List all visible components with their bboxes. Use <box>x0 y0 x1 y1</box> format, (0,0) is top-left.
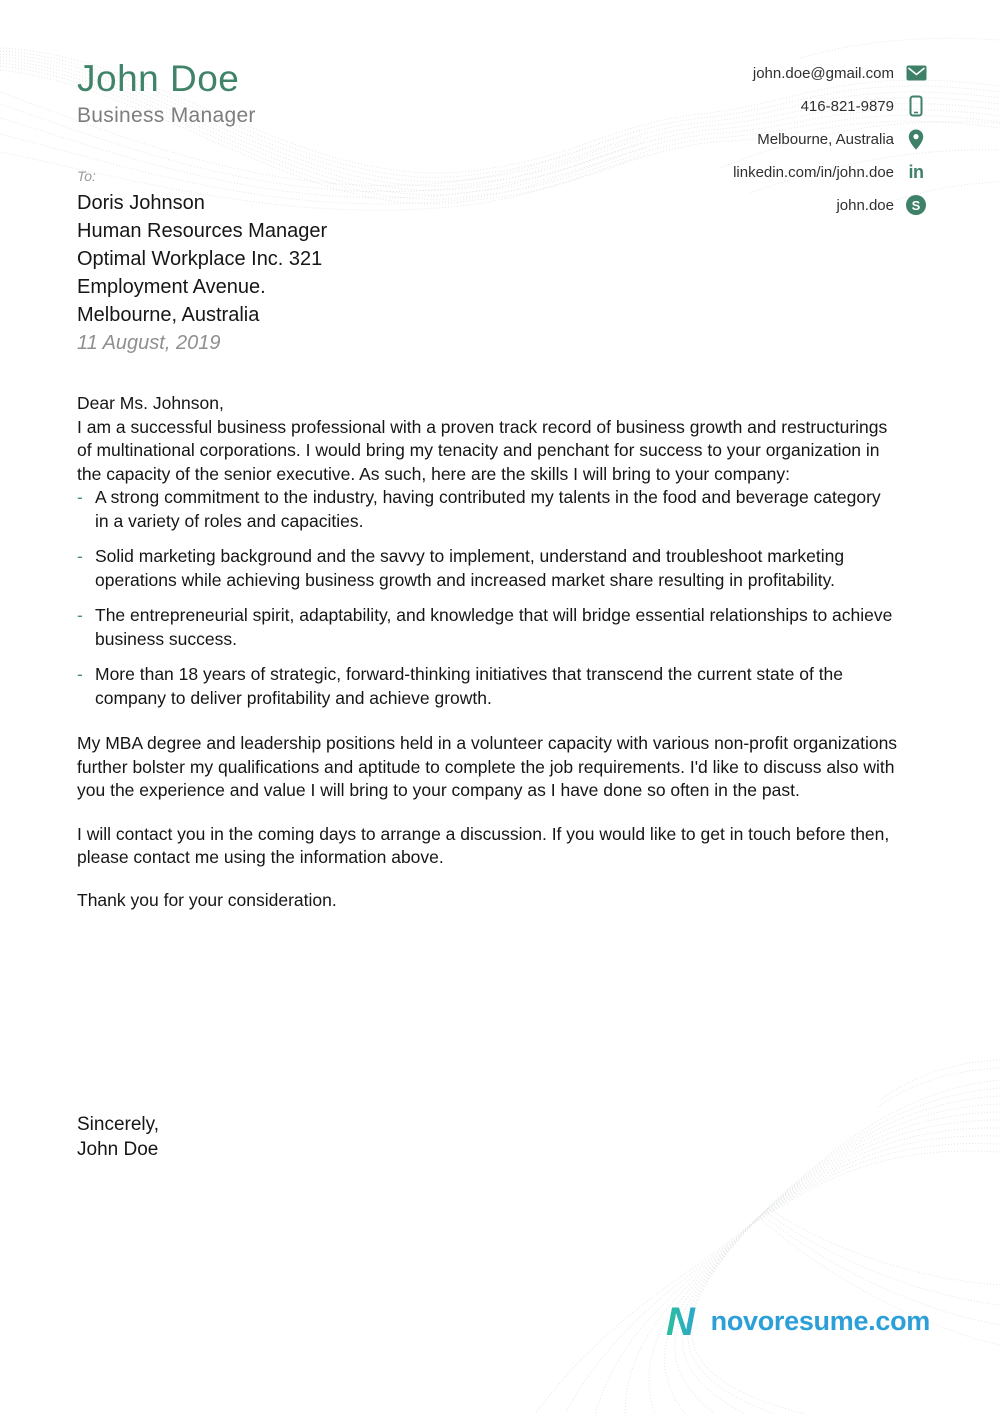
contact-item-phone <box>733 95 927 117</box>
bullet-text: Solid marketing background and the savvy to implement, understand and troubleshoot marketing operations while achieving business growth and increased market share resulting in profitability. <box>95 546 845 590</box>
bullet-dash: - <box>77 546 83 566</box>
recipient-block <box>77 168 327 357</box>
bottom-wave-decoration <box>0 1000 1000 1414</box>
bullet-dash: - <box>77 664 83 684</box>
body-paragraph: I will contact you in the coming days to arrange a discussion. If you would like to get in touch before then, please contact me using the information above. <box>77 823 890 867</box>
recipient-name: Doris Johnson <box>77 192 205 214</box>
closing-line: Thank you for your consideration. <box>77 889 337 910</box>
bullet-item <box>77 663 899 710</box>
recipient-title: Human Resources Manager <box>77 220 328 242</box>
contact-item-linkedin <box>733 161 927 183</box>
contact-location-label: Melbourne, Australia <box>757 130 894 148</box>
email-icon <box>905 62 927 84</box>
bullet-item <box>77 486 899 533</box>
bullet-item <box>77 604 899 651</box>
svg-text:N: N <box>665 1301 695 1341</box>
bullet-text: A strong commitment to the industry, having contributed my talents in the food and beverage category in a variety of roles and capacities. <box>95 487 881 531</box>
bullet-dash: - <box>77 487 83 507</box>
recipient-to-label: To: <box>77 168 96 184</box>
bullet-item <box>77 545 899 592</box>
body-paragraph: My MBA degree and leadership positions held in a volunteer capacity with various non-profit organizations further bolster my qualifications and aptitude to complete the job requirements. I'd like to discuss also with you the experience and value I will bring to your company as I have done so often in the past. <box>77 733 898 800</box>
contact-phone-label: 416-821-9879 <box>800 97 894 115</box>
signature-block <box>77 1112 159 1162</box>
signature-name: John Doe <box>77 1139 159 1160</box>
recipient-address: Employment Avenue. <box>77 276 266 298</box>
bullet-text: More than 18 years of strategic, forward-thinking initiatives that transcend the current state of the company to deliver profitability and achieve growth. <box>95 664 844 708</box>
applicant-job-title: Business Manager <box>77 104 256 127</box>
brand-logo <box>666 1301 930 1341</box>
contact-item-skype <box>733 194 927 216</box>
contact-item-location <box>733 128 927 150</box>
letter-date: 11 August, 2019 <box>77 332 221 354</box>
recipient-city: Melbourne, Australia <box>77 304 260 326</box>
skype-icon: S <box>905 194 927 216</box>
letter-body <box>77 392 899 912</box>
novoresume-n-icon <box>666 1301 704 1341</box>
linkedin-icon: in <box>908 162 924 182</box>
contact-skype-label: john.doe <box>836 196 894 214</box>
recipient-company: Optimal Workplace Inc. 321 <box>77 248 323 270</box>
phone-icon <box>905 95 927 117</box>
brand-logo-text: novoresume.com <box>710 1305 930 1336</box>
contact-email-label: john.doe@gmail.com <box>752 64 894 82</box>
letter-header <box>77 58 256 129</box>
contact-linkedin-label: linkedin.com/in/john.doe <box>733 163 894 181</box>
signoff: Sincerely, <box>77 1114 160 1135</box>
applicant-name: John Doe <box>77 58 240 99</box>
location-icon <box>905 128 927 150</box>
skills-bullet-list <box>77 486 899 710</box>
bullet-dash: - <box>77 605 83 625</box>
salutation: Dear Ms. Johnson, <box>77 393 224 413</box>
intro-paragraph: I am a successful business professional with a proven track record of business growth and restructurings of multinational corporations. I would bring my tenacity and penchant for success to your organization in the capacity of the senior executive. As such, here are the skills I will bring to your company: <box>77 416 888 484</box>
contact-item-email <box>733 62 927 84</box>
contact-info-list <box>733 62 927 227</box>
bullet-text: The entrepreneurial spirit, adaptability, and knowledge that will bridge essential relationships to achieve business success. <box>95 605 893 649</box>
